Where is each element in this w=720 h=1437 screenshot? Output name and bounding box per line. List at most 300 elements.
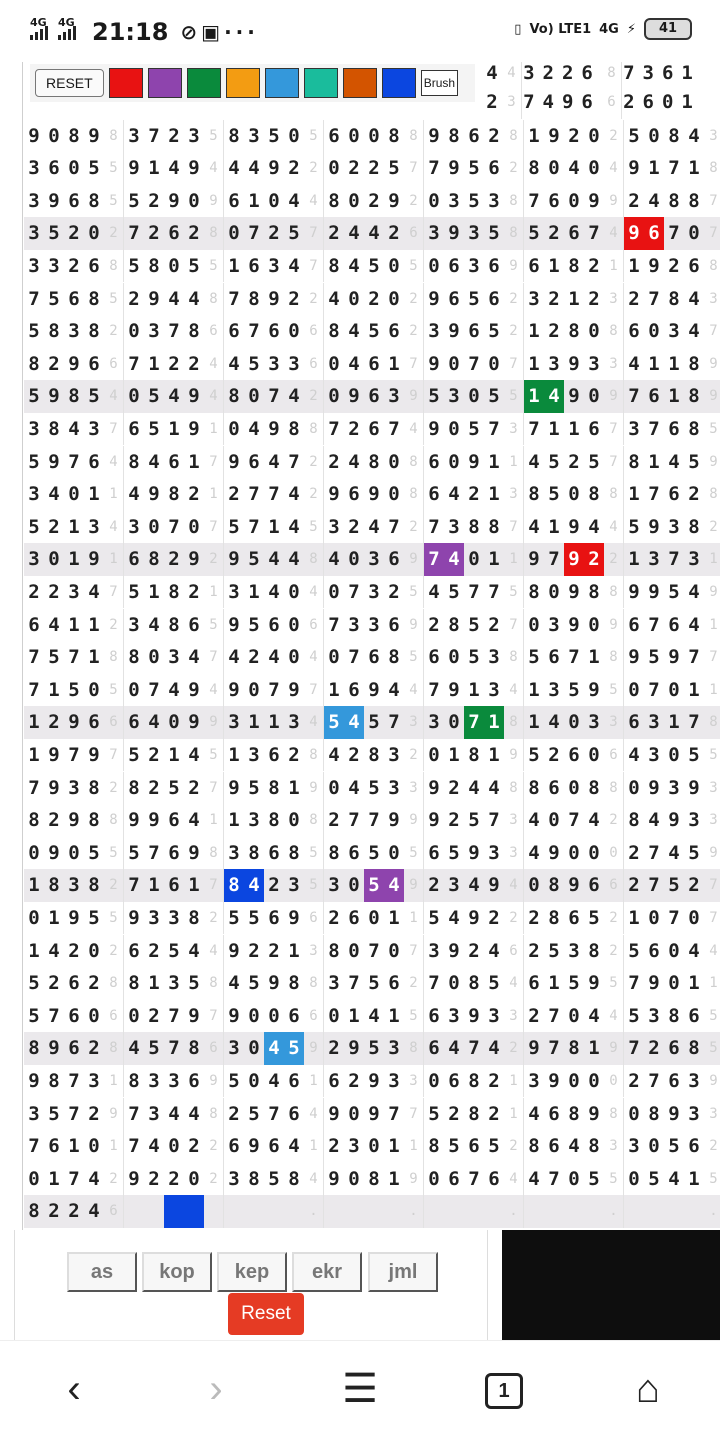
grid-block[interactable] (424, 1065, 504, 1098)
grid-digit[interactable]: 9 (648, 580, 660, 603)
grid-digit[interactable]: 0 (628, 1167, 640, 1190)
grid-digit[interactable]: 7 (648, 841, 660, 864)
grid-digit[interactable]: 3 (248, 743, 260, 766)
grid-digit[interactable]: 9 (428, 809, 440, 832)
grid-digit[interactable]: 8 (668, 1004, 680, 1027)
grid-digit[interactable]: 3 (268, 254, 280, 277)
grid-digit[interactable]: 7 (428, 515, 440, 538)
grid-digit[interactable]: 0 (448, 711, 460, 734)
grid-digit[interactable]: 5 (468, 646, 480, 669)
grid-block[interactable] (224, 315, 304, 348)
grid-block[interactable] (524, 706, 604, 739)
grid-digit[interactable]: 6 (188, 613, 200, 636)
grid-digit[interactable]: 1 (548, 972, 560, 995)
grid-digit[interactable] (464, 1195, 484, 1228)
grid-block[interactable] (324, 1163, 404, 1196)
grid-digit[interactable]: 0 (388, 450, 400, 473)
grid-digit[interactable]: 3 (28, 157, 40, 180)
grid-block[interactable] (224, 1163, 304, 1196)
grid-digit[interactable]: 7 (648, 287, 660, 310)
grid-digit[interactable]: 8 (28, 809, 40, 832)
grid-digit[interactable]: 7 (128, 1102, 140, 1125)
grid-digit[interactable]: 7 (368, 809, 380, 832)
grid-digit[interactable]: 9 (228, 1004, 240, 1027)
grid-digit[interactable]: 9 (48, 776, 60, 799)
grid-block[interactable] (124, 380, 204, 413)
grid-digit[interactable]: 6 (68, 972, 80, 995)
grid-digit[interactable]: 2 (528, 1004, 540, 1027)
grid-digit[interactable]: 6 (228, 189, 240, 212)
grid-digit[interactable]: 8 (688, 189, 700, 212)
grid-digit[interactable]: 9 (588, 972, 600, 995)
grid-digit[interactable]: 4 (168, 1102, 180, 1125)
grid-digit[interactable]: 9 (368, 1069, 380, 1092)
grid-digit[interactable] (144, 1195, 164, 1228)
grid-digit[interactable]: 9 (548, 124, 560, 147)
grid-block[interactable] (624, 967, 704, 1000)
grid-digit[interactable]: 9 (388, 189, 400, 212)
grid-digit[interactable]: 0 (68, 157, 80, 180)
grid-digit[interactable]: 2 (88, 972, 100, 995)
grid-block[interactable] (524, 478, 604, 511)
grid-digit[interactable]: 2 (188, 776, 200, 799)
grid-block[interactable] (482, 86, 502, 119)
grid-digit[interactable]: 8 (368, 743, 380, 766)
grid-block[interactable] (624, 185, 704, 218)
grid-digit[interactable]: 0 (228, 417, 240, 440)
grid-digit[interactable]: 9 (228, 678, 240, 701)
grid-digit[interactable]: 2 (488, 124, 500, 147)
color-swatch-blue[interactable] (382, 68, 416, 98)
grid-digit[interactable]: 2 (348, 1069, 360, 1092)
grid-digit[interactable]: 6 (488, 1167, 500, 1190)
grid-digit[interactable]: 2 (48, 809, 60, 832)
grid-digit[interactable]: 2 (348, 743, 360, 766)
grid-digit[interactable]: 4 (344, 706, 364, 739)
grid-block[interactable] (324, 250, 404, 283)
grid-digit[interactable]: 8 (588, 483, 600, 506)
grid-digit[interactable]: 9 (648, 515, 660, 538)
grid-digit[interactable]: 2 (588, 254, 600, 277)
grid-digit[interactable] (244, 1195, 264, 1228)
grid-digit[interactable]: 0 (668, 972, 680, 995)
grid-digit[interactable]: 7 (68, 1069, 80, 1092)
grid-block[interactable] (524, 772, 604, 805)
grid-digit[interactable]: 0 (228, 222, 240, 245)
grid-digit[interactable]: 4 (588, 1004, 600, 1027)
grid-digit[interactable]: 4 (128, 483, 140, 506)
grid-digit[interactable]: 5 (228, 906, 240, 929)
grid-digit[interactable]: 1 (188, 874, 200, 897)
grid-digit[interactable]: 1 (568, 417, 580, 440)
grid-digit[interactable]: 1 (528, 711, 540, 734)
grid-digit[interactable]: 0 (568, 711, 580, 734)
grid-digit[interactable]: 9 (128, 157, 140, 180)
grid-digit[interactable]: 0 (388, 841, 400, 864)
forward-icon[interactable]: › (209, 1367, 223, 1411)
menu-icon[interactable]: ☰ (342, 1367, 378, 1411)
grid-digit[interactable]: 0 (328, 352, 340, 375)
grid-block[interactable] (324, 1195, 404, 1228)
grid-digit[interactable]: 5 (468, 287, 480, 310)
grid-digit[interactable]: 2 (188, 352, 200, 375)
grid-digit[interactable]: 5 (448, 841, 460, 864)
grid-block[interactable] (324, 609, 404, 642)
calculator-reset-button[interactable]: Reset (228, 1293, 304, 1335)
grid-block[interactable] (224, 250, 304, 283)
grid-digit[interactable]: 6 (628, 613, 640, 636)
grid-digit[interactable]: 5 (488, 385, 500, 408)
grid-digit[interactable]: 9 (328, 1167, 340, 1190)
grid-digit[interactable]: 4 (188, 939, 200, 962)
grid-block[interactable] (324, 1130, 404, 1163)
grid-digit[interactable]: 9 (128, 1167, 140, 1190)
grid-digit[interactable]: 0 (688, 222, 700, 245)
grid-digit[interactable]: 5 (48, 646, 60, 669)
grid-digit[interactable]: 3 (28, 222, 40, 245)
grid-block[interactable] (324, 1098, 404, 1131)
grid-digit[interactable]: 1 (28, 939, 40, 962)
grid-digit[interactable]: 7 (68, 1102, 80, 1125)
grid-digit[interactable]: 8 (588, 776, 600, 799)
grid-digit[interactable]: 9 (128, 809, 140, 832)
grid-digit[interactable]: 6 (28, 613, 40, 636)
grid-digit[interactable]: 8 (688, 1037, 700, 1060)
grid-digit[interactable]: 3 (488, 1004, 500, 1027)
grid-digit[interactable]: 4 (268, 548, 280, 571)
grid-digit[interactable]: 7 (668, 157, 680, 180)
grid-digit[interactable]: 2 (48, 972, 60, 995)
grid-digit[interactable]: 3 (268, 352, 280, 375)
grid-digit[interactable]: 7 (168, 320, 180, 343)
grid-digit[interactable]: 6 (428, 1037, 440, 1060)
grid-digit[interactable]: 5 (688, 450, 700, 473)
grid-digit[interactable]: 5 (228, 1069, 240, 1092)
grid-digit[interactable]: 6 (548, 646, 560, 669)
grid-digit[interactable]: 9 (568, 352, 580, 375)
grid-block[interactable] (24, 739, 104, 772)
grid-digit[interactable]: 5 (528, 222, 540, 245)
grid-digit[interactable]: 9 (628, 646, 640, 669)
grid-digit[interactable]: 4 (288, 385, 300, 408)
grid-digit[interactable]: 9 (188, 385, 200, 408)
grid-digit[interactable]: 2 (188, 483, 200, 506)
grid-digit[interactable]: 3 (288, 874, 300, 897)
grid-block[interactable] (124, 609, 204, 642)
grid-digit[interactable]: 7 (688, 646, 700, 669)
grid-block[interactable] (624, 413, 704, 446)
grid-block[interactable] (524, 1000, 604, 1033)
grid-block[interactable] (324, 739, 404, 772)
grid-digit[interactable]: 0 (668, 939, 680, 962)
grid-digit[interactable]: 4 (228, 972, 240, 995)
grid-digit[interactable]: 9 (68, 809, 80, 832)
grid-digit[interactable]: 1 (548, 417, 560, 440)
grid-digit[interactable]: 8 (668, 124, 680, 147)
grid-digit[interactable]: 7 (548, 1004, 560, 1027)
grid-digit[interactable]: 4 (588, 515, 600, 538)
grid-digit[interactable]: 7 (648, 483, 660, 506)
grid-digit[interactable]: 3 (68, 580, 80, 603)
grid-digit[interactable]: 3 (648, 743, 660, 766)
grid-digit[interactable]: 2 (148, 189, 160, 212)
grid-digit[interactable]: 0 (328, 1004, 340, 1027)
grid-digit[interactable] (344, 1195, 364, 1228)
grid-block[interactable] (24, 772, 104, 805)
grid-digit[interactable]: 4 (648, 809, 660, 832)
grid-digit[interactable]: 7 (468, 1167, 480, 1190)
grid-block[interactable] (24, 1098, 104, 1131)
grid-digit[interactable]: 8 (188, 906, 200, 929)
grid-digit[interactable]: 9 (328, 1102, 340, 1125)
grid-digit[interactable]: 5 (428, 385, 440, 408)
grid-digit[interactable]: 2 (628, 287, 640, 310)
grid-block[interactable] (624, 543, 704, 576)
grid-digit[interactable]: 9 (188, 1004, 200, 1027)
grid-block[interactable] (424, 478, 504, 511)
grid-digit[interactable]: 2 (128, 287, 140, 310)
grid-block[interactable] (424, 1098, 504, 1131)
grid-digit[interactable]: 1 (68, 548, 80, 571)
grid-block[interactable] (424, 413, 504, 446)
grid-block[interactable] (624, 152, 704, 185)
grid-digit[interactable]: 1 (248, 711, 260, 734)
grid-digit[interactable]: 2 (548, 287, 560, 310)
grid-digit[interactable]: 3 (88, 417, 100, 440)
grid-digit[interactable]: 3 (488, 646, 500, 669)
grid-block[interactable] (524, 413, 604, 446)
grid-digit[interactable]: 7 (68, 450, 80, 473)
grid-digit[interactable]: 8 (668, 189, 680, 212)
grid-digit[interactable]: 6 (548, 189, 560, 212)
grid-digit[interactable]: 2 (428, 874, 440, 897)
grid-block[interactable] (124, 511, 204, 544)
grid-digit[interactable]: 6 (228, 320, 240, 343)
grid-digit[interactable]: 3 (388, 1037, 400, 1060)
grid-digit[interactable]: 8 (88, 189, 100, 212)
grid-digit[interactable]: 0 (168, 711, 180, 734)
grid-digit[interactable]: 3 (28, 189, 40, 212)
grid-digit[interactable]: 6 (448, 1069, 460, 1092)
grid-digit[interactable]: 6 (488, 254, 500, 277)
grid-digit[interactable]: 5 (248, 776, 260, 799)
grid-digit[interactable]: 2 (268, 222, 280, 245)
grid-digit[interactable]: 4 (288, 254, 300, 277)
grid-digit[interactable]: 8 (68, 385, 80, 408)
grid-digit[interactable]: 1 (388, 352, 400, 375)
grid-digit[interactable]: 8 (28, 1037, 40, 1060)
grid-digit[interactable]: 0 (348, 189, 360, 212)
grid-digit[interactable]: 0 (568, 841, 580, 864)
grid-block[interactable] (124, 217, 204, 250)
grid-digit[interactable]: 9 (288, 906, 300, 929)
grid-digit[interactable]: 0 (288, 646, 300, 669)
grid-digit[interactable]: 1 (528, 678, 540, 701)
grid-block[interactable] (224, 706, 304, 739)
grid-digit[interactable]: 4 (88, 580, 100, 603)
grid-digit[interactable]: 1 (188, 450, 200, 473)
grid-digit[interactable]: 9 (428, 287, 440, 310)
grid-digit[interactable]: 1 (548, 254, 560, 277)
grid-block[interactable] (324, 511, 404, 544)
grid-digit[interactable]: 8 (648, 1102, 660, 1125)
grid-block[interactable] (624, 804, 704, 837)
tabs-icon[interactable] (474, 1363, 534, 1415)
grid-digit[interactable]: 5 (168, 939, 180, 962)
grid-digit[interactable]: 6 (48, 1135, 60, 1158)
color-swatch-purple[interactable] (148, 68, 182, 98)
grid-digit[interactable]: 5 (228, 515, 240, 538)
grid-digit[interactable]: 0 (428, 189, 440, 212)
grid-digit[interactable]: 4 (268, 580, 280, 603)
grid-digit[interactable]: 2 (368, 157, 380, 180)
grid-digit[interactable]: 3 (68, 320, 80, 343)
grid-digit[interactable]: 8 (688, 385, 700, 408)
grid-block[interactable] (624, 869, 704, 902)
grid-block[interactable] (624, 772, 704, 805)
grid-digit[interactable]: 4 (248, 157, 260, 180)
grid-digit[interactable]: 9 (148, 287, 160, 310)
grid-digit[interactable]: 0 (588, 385, 600, 408)
grid-digit[interactable]: 3 (388, 743, 400, 766)
grid-block[interactable] (324, 315, 404, 348)
grid-digit[interactable]: 9 (528, 1037, 540, 1060)
grid-digit[interactable]: 1 (288, 776, 300, 799)
grid-digit[interactable]: 7 (128, 222, 140, 245)
grid-digit[interactable]: 4 (188, 809, 200, 832)
grid-digit[interactable]: 3 (248, 124, 260, 147)
grid-digit[interactable]: 9 (668, 1102, 680, 1125)
grid-digit[interactable]: 3 (628, 417, 640, 440)
grid-digit[interactable]: 7 (28, 776, 40, 799)
grid-block[interactable] (624, 380, 704, 413)
grid-digit[interactable] (224, 1195, 244, 1228)
grid-digit[interactable]: 7 (388, 711, 400, 734)
grid-digit[interactable]: 5 (648, 1167, 660, 1190)
grid-block[interactable] (224, 674, 304, 707)
grid-digit[interactable]: 5 (128, 580, 140, 603)
grid-block[interactable] (224, 1032, 304, 1065)
grid-digit[interactable]: 7 (128, 352, 140, 375)
grid-digit[interactable]: 6 (168, 222, 180, 245)
grid-digit[interactable]: 1 (528, 320, 540, 343)
grid-digit[interactable] (164, 1195, 184, 1228)
grid-block[interactable] (324, 380, 404, 413)
grid-block[interactable] (224, 120, 304, 153)
grid-digit[interactable]: 7 (488, 809, 500, 832)
grid-block[interactable] (24, 478, 104, 511)
grid-digit[interactable]: 3 (288, 711, 300, 734)
grid-digit[interactable]: 1 (248, 580, 260, 603)
grid-digit[interactable]: 2 (68, 1200, 80, 1223)
grid-block[interactable] (124, 837, 204, 870)
grid-digit[interactable]: 3 (588, 711, 600, 734)
grid-digit[interactable]: 2 (248, 939, 260, 962)
grid-digit[interactable]: 7 (488, 417, 500, 440)
grid-digit[interactable]: 5 (248, 972, 260, 995)
grid-digit[interactable]: 9 (228, 548, 240, 571)
grid-digit[interactable]: 3 (528, 287, 540, 310)
grid-digit[interactable]: 9 (148, 483, 160, 506)
grid-digit[interactable]: 7 (28, 646, 40, 669)
grid-digit[interactable]: 3 (168, 646, 180, 669)
grid-digit[interactable]: 6 (688, 1135, 700, 1158)
grid-digit[interactable]: 0 (388, 254, 400, 277)
grid-digit[interactable]: 0 (568, 1004, 580, 1027)
grid-digit[interactable]: 5 (368, 776, 380, 799)
grid-digit[interactable]: 1 (268, 515, 280, 538)
grid-digit[interactable]: 7 (528, 417, 540, 440)
grid-digit[interactable] (484, 1195, 504, 1228)
grid-block[interactable] (24, 511, 104, 544)
grid-digit[interactable]: 0 (128, 320, 140, 343)
grid-digit[interactable]: 7 (228, 287, 240, 310)
grid-digit[interactable]: 8 (528, 776, 540, 799)
grid-digit[interactable]: 5 (528, 646, 540, 669)
grid-digit[interactable]: 3 (168, 1069, 180, 1092)
grid-digit[interactable]: 6 (388, 972, 400, 995)
grid-digit[interactable]: 4 (288, 548, 300, 571)
grid-digit[interactable]: 9 (228, 450, 240, 473)
grid-digit[interactable]: 0 (448, 646, 460, 669)
grid-digit[interactable]: 4 (688, 613, 700, 636)
grid-digit[interactable]: 8 (48, 1069, 60, 1092)
grid-block[interactable] (624, 250, 704, 283)
grid-block[interactable] (224, 1195, 304, 1228)
grid-block[interactable] (324, 967, 404, 1000)
grid-block[interactable] (324, 772, 404, 805)
grid-digit[interactable]: 6 (68, 189, 80, 212)
grid-digit[interactable]: 5 (468, 613, 480, 636)
grid-block[interactable] (524, 283, 604, 316)
grid-digit[interactable]: 3 (368, 613, 380, 636)
grid-digit[interactable]: 3 (188, 124, 200, 147)
grid-digit[interactable]: 0 (128, 678, 140, 701)
grid-digit[interactable]: 4 (348, 776, 360, 799)
grid-digit[interactable]: 5 (68, 678, 80, 701)
grid-digit[interactable]: 1 (488, 450, 500, 473)
grid-block[interactable] (124, 739, 204, 772)
grid-block[interactable] (424, 869, 504, 902)
grid-digit[interactable]: 4 (48, 939, 60, 962)
grid-digit[interactable]: 0 (448, 972, 460, 995)
grid-digit[interactable]: 8 (128, 450, 140, 473)
grid-digit[interactable]: 3 (148, 1069, 160, 1092)
grid-digit[interactable]: 4 (628, 352, 640, 375)
grid-digit[interactable]: 7 (128, 874, 140, 897)
grid-digit[interactable]: 9 (688, 776, 700, 799)
grid-digit[interactable]: 3 (328, 515, 340, 538)
grid-digit[interactable]: 6 (248, 450, 260, 473)
grid-digit[interactable]: 3 (488, 841, 500, 864)
grid-digit[interactable]: 8 (188, 320, 200, 343)
grid-digit[interactable]: 5 (568, 678, 580, 701)
grid-digit[interactable]: 4 (48, 483, 60, 506)
grid-block[interactable] (524, 348, 604, 381)
grid-block[interactable] (624, 1000, 704, 1033)
grid-block[interactable] (24, 250, 104, 283)
grid-block[interactable] (524, 380, 604, 413)
grid-digit[interactable]: 0 (328, 776, 340, 799)
grid-digit[interactable]: 3 (388, 776, 400, 799)
grid-digit[interactable]: 2 (584, 543, 604, 576)
grid-digit[interactable]: 2 (348, 157, 360, 180)
grid-digit[interactable]: 0 (428, 1069, 440, 1092)
grid-digit[interactable]: 5 (428, 1102, 440, 1125)
grid-digit[interactable]: 4 (368, 1004, 380, 1027)
grid-block[interactable] (324, 706, 404, 739)
grid-digit[interactable]: 1 (628, 483, 640, 506)
